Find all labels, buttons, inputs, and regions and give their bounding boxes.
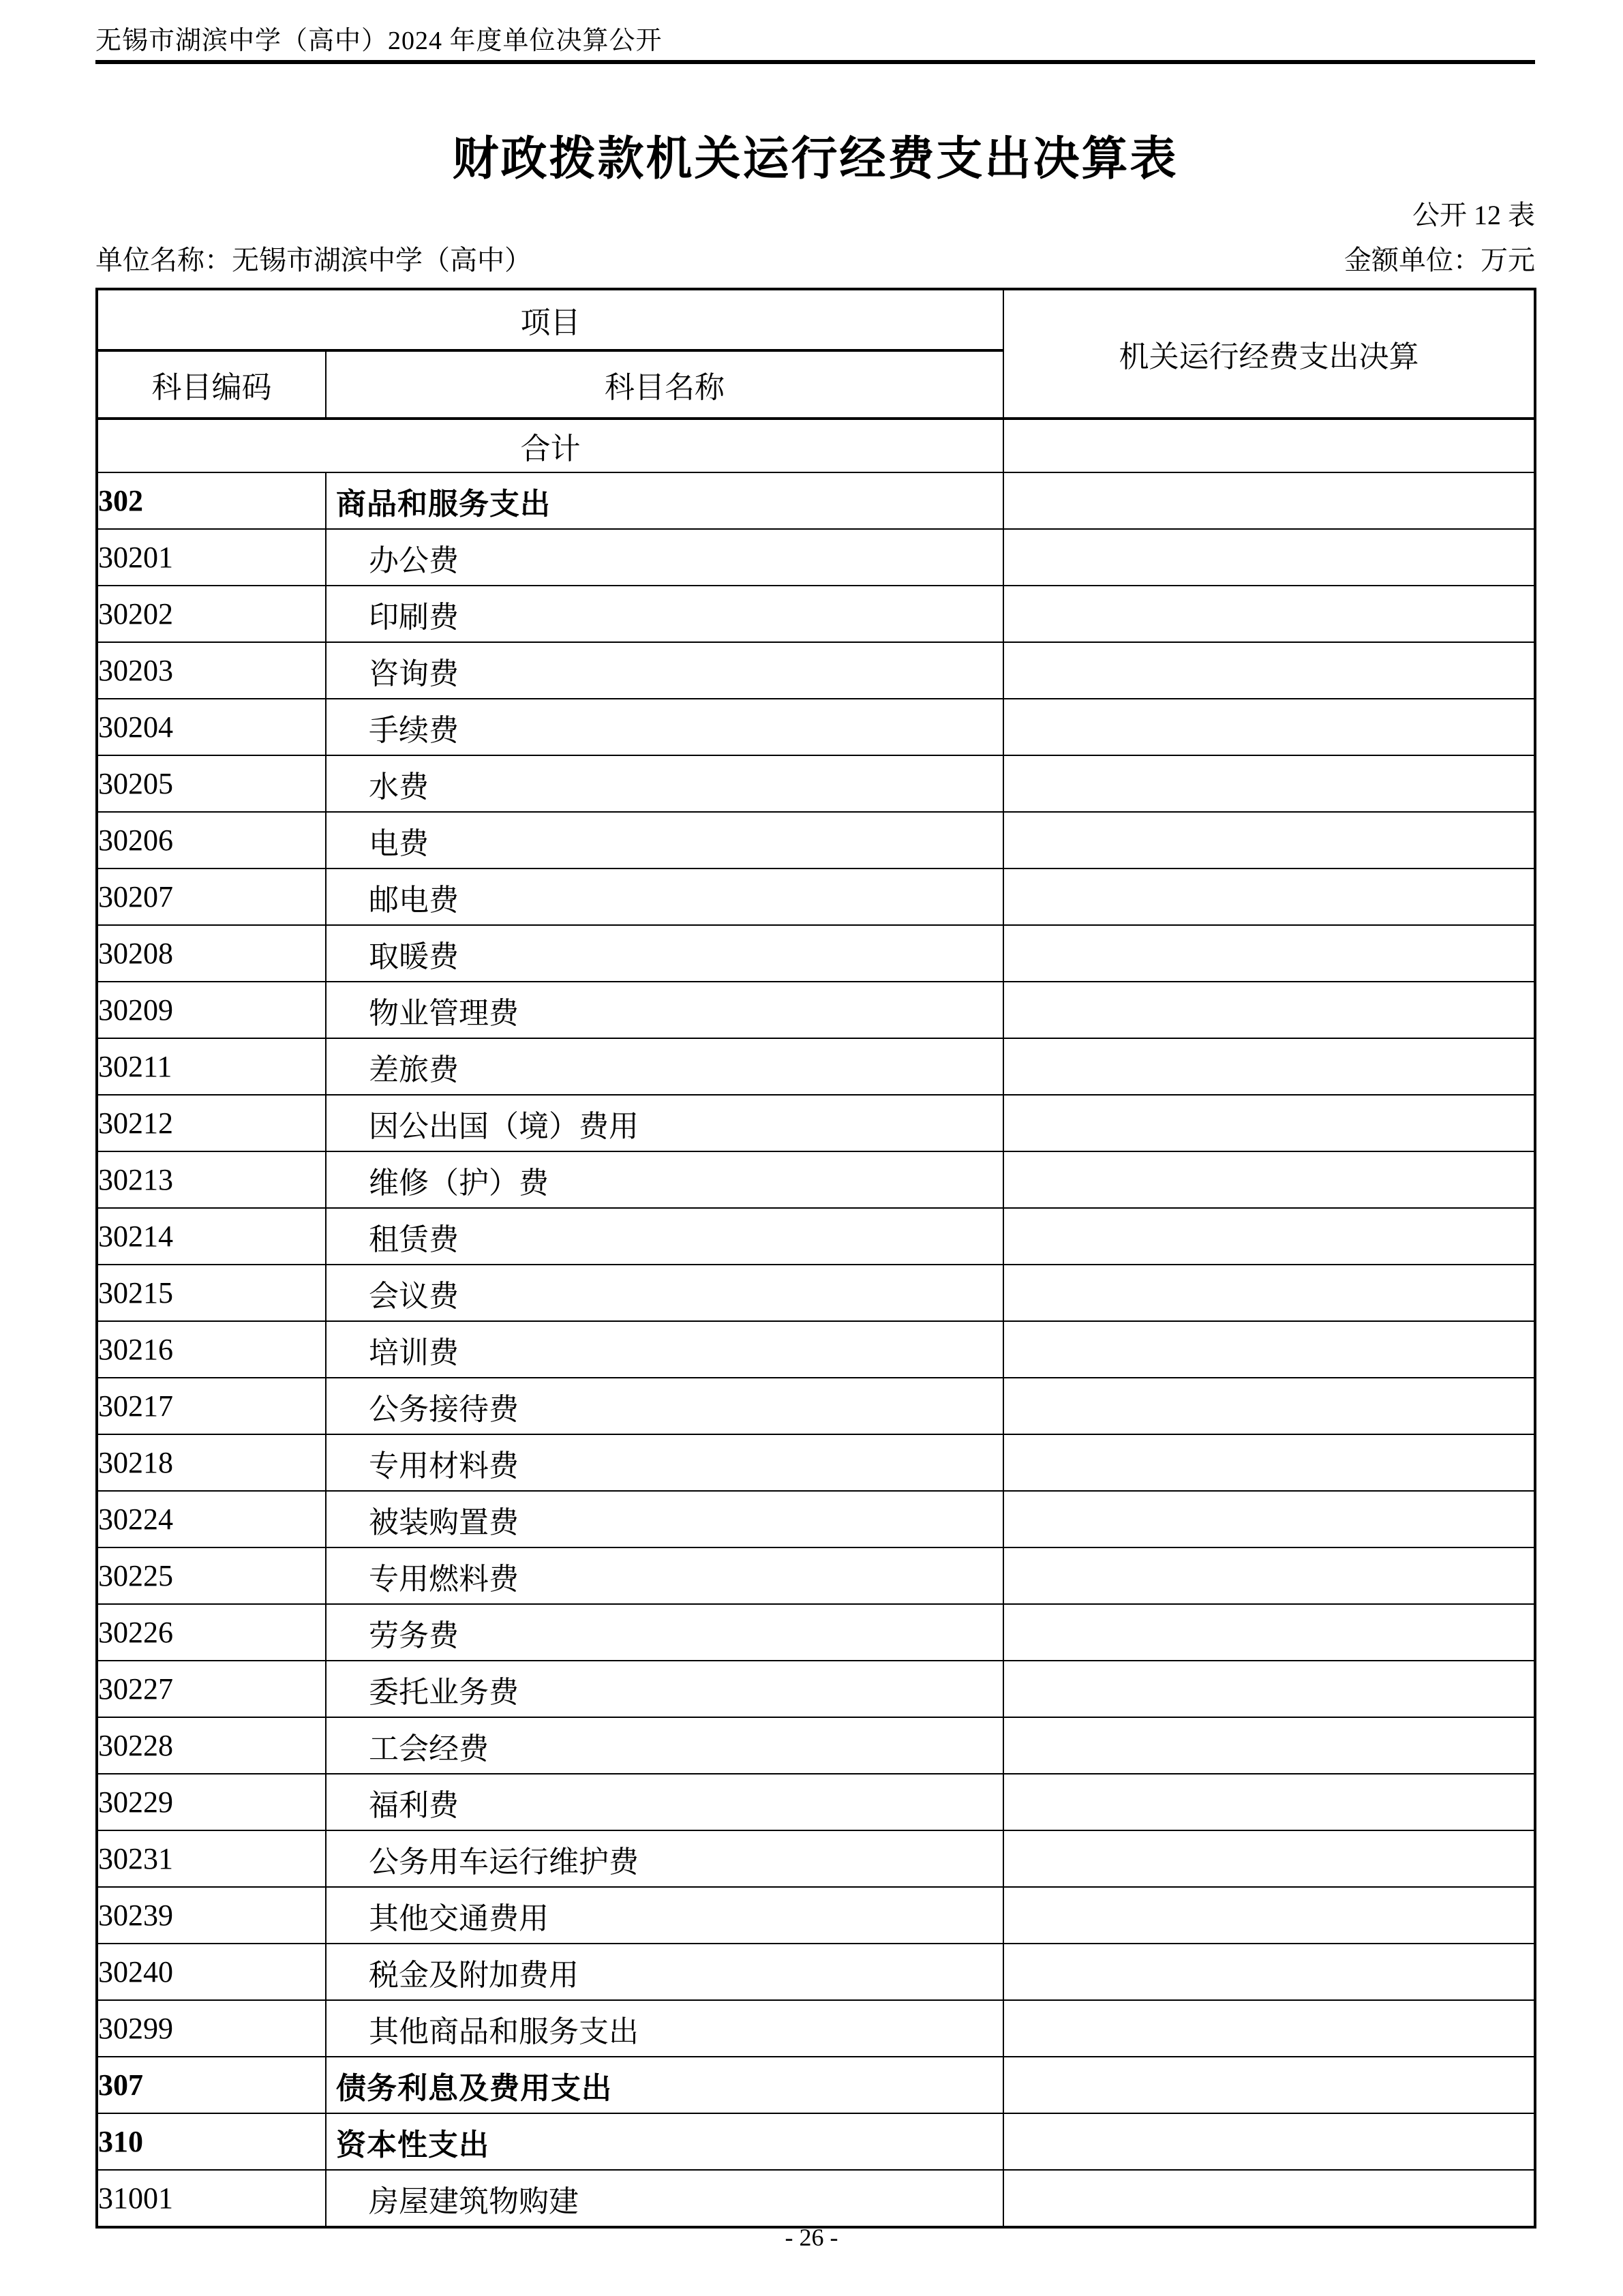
subject-name-cell: 其他商品和服务支出 [326,2000,1003,2057]
meta-row [95,243,1535,278]
subject-code-cell: 30218 [97,1434,326,1491]
total-row [97,419,1535,472]
value-cell [1003,642,1535,699]
subject-name-cell: 被装购置费 [326,1491,1003,1547]
table-row [97,1095,1535,1151]
amount-unit-label: 金额单位：万元 [1344,245,1535,275]
value-cell [1003,1547,1535,1604]
subject-code-cell: 30229 [97,1774,326,1830]
subject-code-cell: 30226 [97,1604,326,1661]
subject-code-cell: 30209 [97,982,326,1038]
value-cell [1003,529,1535,586]
table-row [97,1321,1535,1378]
table-row [97,1547,1535,1604]
code-column-header-cell: 科目编码 [97,350,326,419]
subject-name-cell: 水费 [326,755,1003,812]
table-body [97,419,1535,2227]
subject-code-cell: 30240 [97,1944,326,2000]
subject-name-cell: 专用材料费 [326,1434,1003,1491]
subject-name-cell: 专用燃料费 [326,1547,1003,1604]
subject-code-cell: 30215 [97,1265,326,1321]
subject-name-cell: 房屋建筑物购建 [326,2170,1003,2227]
page-number: - 26 - [785,2224,838,2251]
value-cell [1003,1095,1535,1151]
table-row [97,2113,1535,2170]
value-cell [1003,1604,1535,1661]
subject-name-cell: 公务用车运行维护费 [326,1830,1003,1887]
table-row [97,1774,1535,1830]
subject-name-cell: 物业管理费 [326,982,1003,1038]
subject-code-cell: 30224 [97,1491,326,1547]
name-column-header-cell: 科目名称 [326,350,1003,419]
subject-name-cell: 会议费 [326,1265,1003,1321]
subject-code-cell: 31001 [97,2170,326,2227]
subject-name-cell: 债务利息及费用支出 [326,2057,1003,2113]
value-cell [1003,868,1535,925]
total-label-cell: 合计 [97,419,1003,472]
subject-name-cell: 手续费 [326,699,1003,755]
value-cell [1003,1208,1535,1265]
subject-code-cell: 30212 [97,1095,326,1151]
subject-code-cell: 30204 [97,699,326,755]
value-cell [1003,1038,1535,1095]
subject-name-cell: 办公费 [326,529,1003,586]
subject-code-cell: 30211 [97,1038,326,1095]
subject-code-cell: 30207 [97,868,326,925]
unit-name-label: 单位名称：无锡市湖滨中学（高中） [95,245,532,275]
table-row [97,1887,1535,1944]
table-row [97,1830,1535,1887]
table-row [97,1265,1535,1321]
table-row [97,1717,1535,1774]
table-row [97,812,1535,868]
page-title: 财政拨款机关运行经费支出决算表 [452,133,1179,185]
sheet-number-label: 公开 12 表 [1412,200,1535,230]
subject-name-cell: 维修（护）费 [326,1151,1003,1208]
subject-code-cell: 30225 [97,1547,326,1604]
subject-name-cell: 租赁费 [326,1208,1003,1265]
table-row [97,1604,1535,1661]
value-cell [1003,925,1535,982]
subject-name-cell: 咨询费 [326,642,1003,699]
value-cell [1003,1661,1535,1717]
value-cell [1003,2057,1535,2113]
table-row [97,868,1535,925]
subject-code-cell: 30203 [97,642,326,699]
table-row [97,2000,1535,2057]
subject-code-cell: 30202 [97,586,326,642]
subject-code-cell: 310 [97,2113,326,2170]
subject-code-cell: 30205 [97,755,326,812]
subject-code-cell: 30201 [97,529,326,586]
value-cell [1003,2170,1535,2227]
value-cell [1003,1887,1535,1944]
subject-name-cell: 委托业务费 [326,1661,1003,1717]
table-row [97,1038,1535,1095]
value-cell [1003,1321,1535,1378]
subject-code-cell: 30239 [97,1887,326,1944]
value-cell [1003,1378,1535,1434]
table-row [97,472,1535,529]
value-cell [1003,1944,1535,2000]
value-cell [1003,1717,1535,1774]
subject-name-cell: 工会经费 [326,1717,1003,1774]
table-header-row-1 [97,289,1535,350]
value-cell [1003,1774,1535,1830]
table-row [97,1208,1535,1265]
table-row [97,1944,1535,2000]
table-row [97,1378,1535,1434]
document-header-text: 无锡市湖滨中学（高中）2024 年度单位决算公开 [95,27,663,55]
page-content [95,0,1535,2229]
header-divider-line [95,60,1535,64]
table-row [97,529,1535,586]
table-row [97,1151,1535,1208]
project-header-cell: 项目 [97,289,1003,350]
value-cell [1003,1830,1535,1887]
table-row [97,2170,1535,2227]
value-cell [1003,1265,1535,1321]
total-value-cell [1003,419,1535,472]
table-row [97,699,1535,755]
value-cell [1003,699,1535,755]
subject-name-cell: 培训费 [326,1321,1003,1378]
subject-code-cell: 30213 [97,1151,326,1208]
table-row [97,642,1535,699]
table-row [97,1434,1535,1491]
subject-code-cell: 30208 [97,925,326,982]
subject-code-cell: 30228 [97,1717,326,1774]
subject-code-cell: 307 [97,2057,326,2113]
subject-name-cell: 商品和服务支出 [326,472,1003,529]
subject-name-cell: 印刷费 [326,586,1003,642]
subject-code-cell: 30217 [97,1378,326,1434]
subject-name-cell: 邮电费 [326,868,1003,925]
subject-name-cell: 差旅费 [326,1038,1003,1095]
value-cell [1003,1434,1535,1491]
table-row [97,1491,1535,1547]
subject-code-cell: 30231 [97,1830,326,1887]
subject-name-cell: 福利费 [326,1774,1003,1830]
subject-code-cell: 30227 [97,1661,326,1717]
subject-name-cell: 劳务费 [326,1604,1003,1661]
subject-name-cell: 因公出国（境）费用 [326,1095,1003,1151]
subject-name-cell: 其他交通费用 [326,1887,1003,1944]
table-row [97,1661,1535,1717]
subject-code-cell: 30206 [97,812,326,868]
subject-code-cell: 302 [97,472,326,529]
value-column-header-cell: 机关运行经费支出决算 [1003,289,1535,419]
value-cell [1003,472,1535,529]
table-row [97,982,1535,1038]
value-cell [1003,982,1535,1038]
value-cell [1003,755,1535,812]
subject-name-cell: 公务接待费 [326,1378,1003,1434]
subject-code-cell: 30216 [97,1321,326,1378]
value-cell [1003,1491,1535,1547]
value-cell [1003,1151,1535,1208]
subject-code-cell: 30299 [97,2000,326,2057]
subject-name-cell: 资本性支出 [326,2113,1003,2170]
table-row [97,755,1535,812]
subject-name-cell: 取暖费 [326,925,1003,982]
subject-name-cell: 税金及附加费用 [326,1944,1003,2000]
table-row [97,2057,1535,2113]
table-row [97,586,1535,642]
table-row [97,925,1535,982]
value-cell [1003,2113,1535,2170]
value-cell [1003,812,1535,868]
expenditure-table [95,288,1536,2229]
value-cell [1003,2000,1535,2057]
subject-name-cell: 电费 [326,812,1003,868]
value-cell [1003,586,1535,642]
subject-code-cell: 30214 [97,1208,326,1265]
